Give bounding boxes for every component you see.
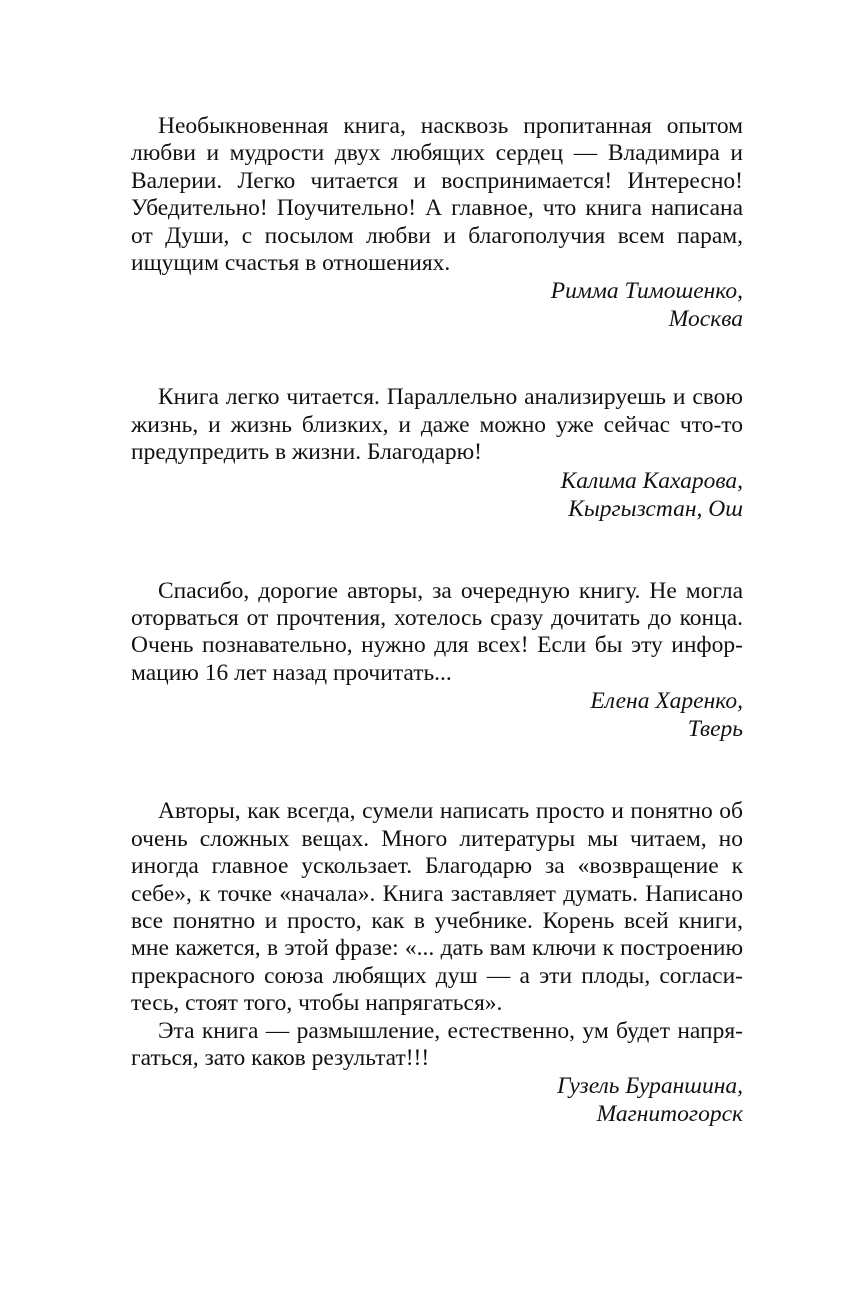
review-signature <box>131 277 743 333</box>
review-text: Эта книга — размышление, естественно, ум будет напрягаться, зато каков результат!!! <box>131 1017 743 1071</box>
author-city: Магнитогорск <box>596 1101 743 1128</box>
review-text: Книга легко читается. Параллельно анализируешь и свою жизнь, и жизнь близких, и даже можно уже сейчас что-то предупредить в жизни. Благодарю! <box>131 384 743 466</box>
review-signature <box>131 687 743 743</box>
author-name: Гузель Бураншина, <box>557 1073 743 1100</box>
review-text: Авторы, как всегда, сумели написать просто и понятно об очень сложных вещах. Много литературы мы читаем, но иногда главное ускользает. Благодарю за «возвращение к себе», к точке «начала». Книга заставляет думать. Написано все понятно и просто, как в учебнике. Корень всей книги, мне кажется, в этой фразе: «... дать вам ключи к построению прекрасного союза любящих душ — а эти плоды, согласитесь, стоят того, чтобы напрягаться». <box>131 798 743 1017</box>
review-signature <box>131 467 743 523</box>
review-text: Необыкновенная книга, насквозь пропитанная опытом любви и мудрости двух любящих сердец — Владимира и Валерии. Легко читается и воспринимается! Интересно! Убедительно! Поучительно! А главное, что книга написана от Души, с посылом любви и благополучия всем парам, ищущим счастья в отношениях. <box>131 113 743 277</box>
author-name: Калима Кахарова, <box>560 467 743 494</box>
review <box>131 384 743 522</box>
review <box>131 578 743 744</box>
review-text: Спасибо, дорогие авторы, за очередную книгу. Не могла оторваться от прочтения, хотелось сразу дочитать до конца. Очень познавательно, нужно для всех! Если бы эту информацию 16 лет назад прочитать... <box>131 577 743 686</box>
book-page <box>131 113 743 1128</box>
review <box>131 798 743 1128</box>
author-city: Москва <box>668 306 743 333</box>
author-name: Римма Тимошенко, <box>550 278 743 305</box>
author-name: Елена Харенко, <box>590 688 743 715</box>
review <box>131 113 743 333</box>
author-city: Тверь <box>687 716 743 743</box>
author-city: Кыргызстан, Ош <box>568 495 743 522</box>
review-signature <box>131 1072 743 1128</box>
